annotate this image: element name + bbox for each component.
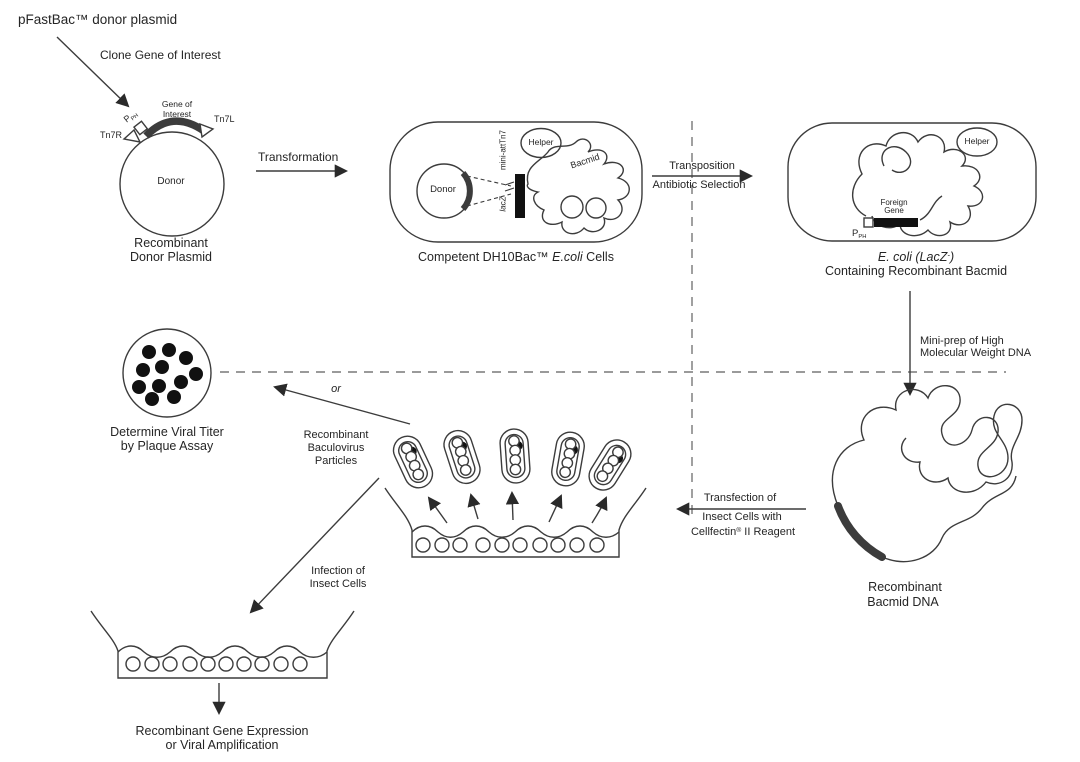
flask-2-outline	[91, 611, 354, 678]
pph-promoter-box-2	[864, 218, 873, 227]
baculovirus-particles	[389, 427, 636, 495]
or-label: or	[331, 383, 341, 395]
plaque-caption-1: Determine Viral Titer	[110, 425, 224, 439]
gene-of-interest-label-1: Gene of	[161, 99, 193, 109]
bacmid-dna-insert-segment	[838, 506, 882, 557]
transfection-label-1: Transfection of	[703, 492, 777, 504]
particles-caption-2: Baculovirus	[307, 442, 365, 454]
flask-2-cells	[126, 657, 307, 671]
miniprep-label-2: Molecular Weight DNA	[920, 347, 1032, 359]
recombinant-bacmid-loop	[882, 147, 911, 173]
bacmid-loop-2	[586, 198, 606, 218]
flask-1-cells	[416, 538, 604, 552]
budding-arrows	[429, 493, 606, 523]
recombinant-bacmid-tail	[920, 196, 942, 220]
insect-cell-flask-1	[385, 488, 646, 557]
foreign-gene-label-2: Gene	[884, 206, 904, 215]
expression-caption-2: or Viral Amplification	[165, 738, 279, 752]
lacz-label: lacZ	[498, 196, 508, 212]
infection-label-1: Infection of	[311, 565, 365, 577]
foreign-gene-bar	[874, 218, 918, 227]
mini-atttn7-label: mini-attTn7	[498, 129, 508, 171]
particles-caption-3: Particles	[314, 455, 358, 467]
ecoli-cell-caption-1: E. coli (LacZ-)	[877, 250, 955, 264]
ecoli-cell-caption-2: Containing Recombinant Bacmid	[824, 264, 1008, 278]
foreign-gene-label-1: Foreign	[880, 198, 908, 207]
dh10bac-donor-label: Donor	[430, 184, 456, 195]
transfection-label-2: Insect Cells with	[702, 511, 782, 523]
att-site-ticks	[505, 182, 514, 191]
flask-1-outline	[385, 488, 646, 557]
donor-plasmid-caption-2: Donor Plasmid	[130, 250, 212, 264]
helper-label-1: Helper	[528, 137, 554, 147]
miniprep-label-1: Mini-prep of High	[920, 335, 1004, 347]
tn7r-label: Tn7R	[100, 130, 123, 140]
flask-2-liquid-surface	[118, 646, 327, 657]
tn7l-triangle	[200, 124, 213, 137]
expression-caption-1: Recombinant Gene Expression	[135, 724, 309, 738]
gene-of-interest-arc	[146, 121, 204, 136]
insect-cell-flask-2	[91, 611, 354, 678]
bacmid-dna-caption-1: Recombinant	[868, 580, 942, 594]
bacmid-label: Bacmid	[569, 151, 601, 171]
helper-label-2: Helper	[964, 136, 990, 146]
plaque-assay	[123, 329, 211, 417]
or-plaque-arrow	[275, 387, 410, 424]
pph-label: $P_{PH}$	[121, 112, 140, 125]
dh10bac-cell	[390, 122, 642, 242]
bacmid-dna-strand-tail	[882, 476, 1016, 562]
flask-1-liquid-surface	[412, 526, 619, 537]
gene-of-interest-label-2: Interest	[162, 109, 192, 119]
bacmid-loop-1	[561, 196, 583, 218]
bacmid-dna-caption-2: Bacmid DNA	[867, 595, 939, 609]
plaque-caption-2: by Plaque Assay	[120, 439, 214, 453]
particles-caption-1: Recombinant	[303, 429, 369, 441]
transfection-label-3: Cellfectin® II Reagent	[690, 526, 796, 538]
page-title: pFastBac™ donor plasmid	[18, 12, 178, 27]
donor-label: Donor	[157, 176, 185, 187]
transposition-label-2: Antibiotic Selection	[652, 179, 746, 191]
dh10bac-donor-insert-arc	[463, 173, 470, 209]
bacmid-dna-strand	[832, 386, 1022, 506]
infection-label-2: Insect Cells	[309, 578, 367, 590]
dh10bac-cell-caption: Competent DH10Bac™ E.coli Cells	[418, 250, 614, 264]
transposition-label-1: Transposition	[669, 160, 735, 172]
donor-plasmid-caption-1: Recombinant	[134, 236, 208, 250]
tn7l-label: Tn7L	[214, 114, 235, 124]
bacmid-dna	[832, 386, 1022, 562]
clone-step-label: Clone Gene of Interest	[100, 48, 221, 62]
pph-label-2: $P_{PH}$	[852, 228, 867, 241]
ecoli-cell	[788, 123, 1036, 241]
lacz-bar	[515, 174, 525, 218]
transformation-step-label: Transformation	[258, 150, 339, 164]
infection-arrow	[251, 478, 379, 612]
